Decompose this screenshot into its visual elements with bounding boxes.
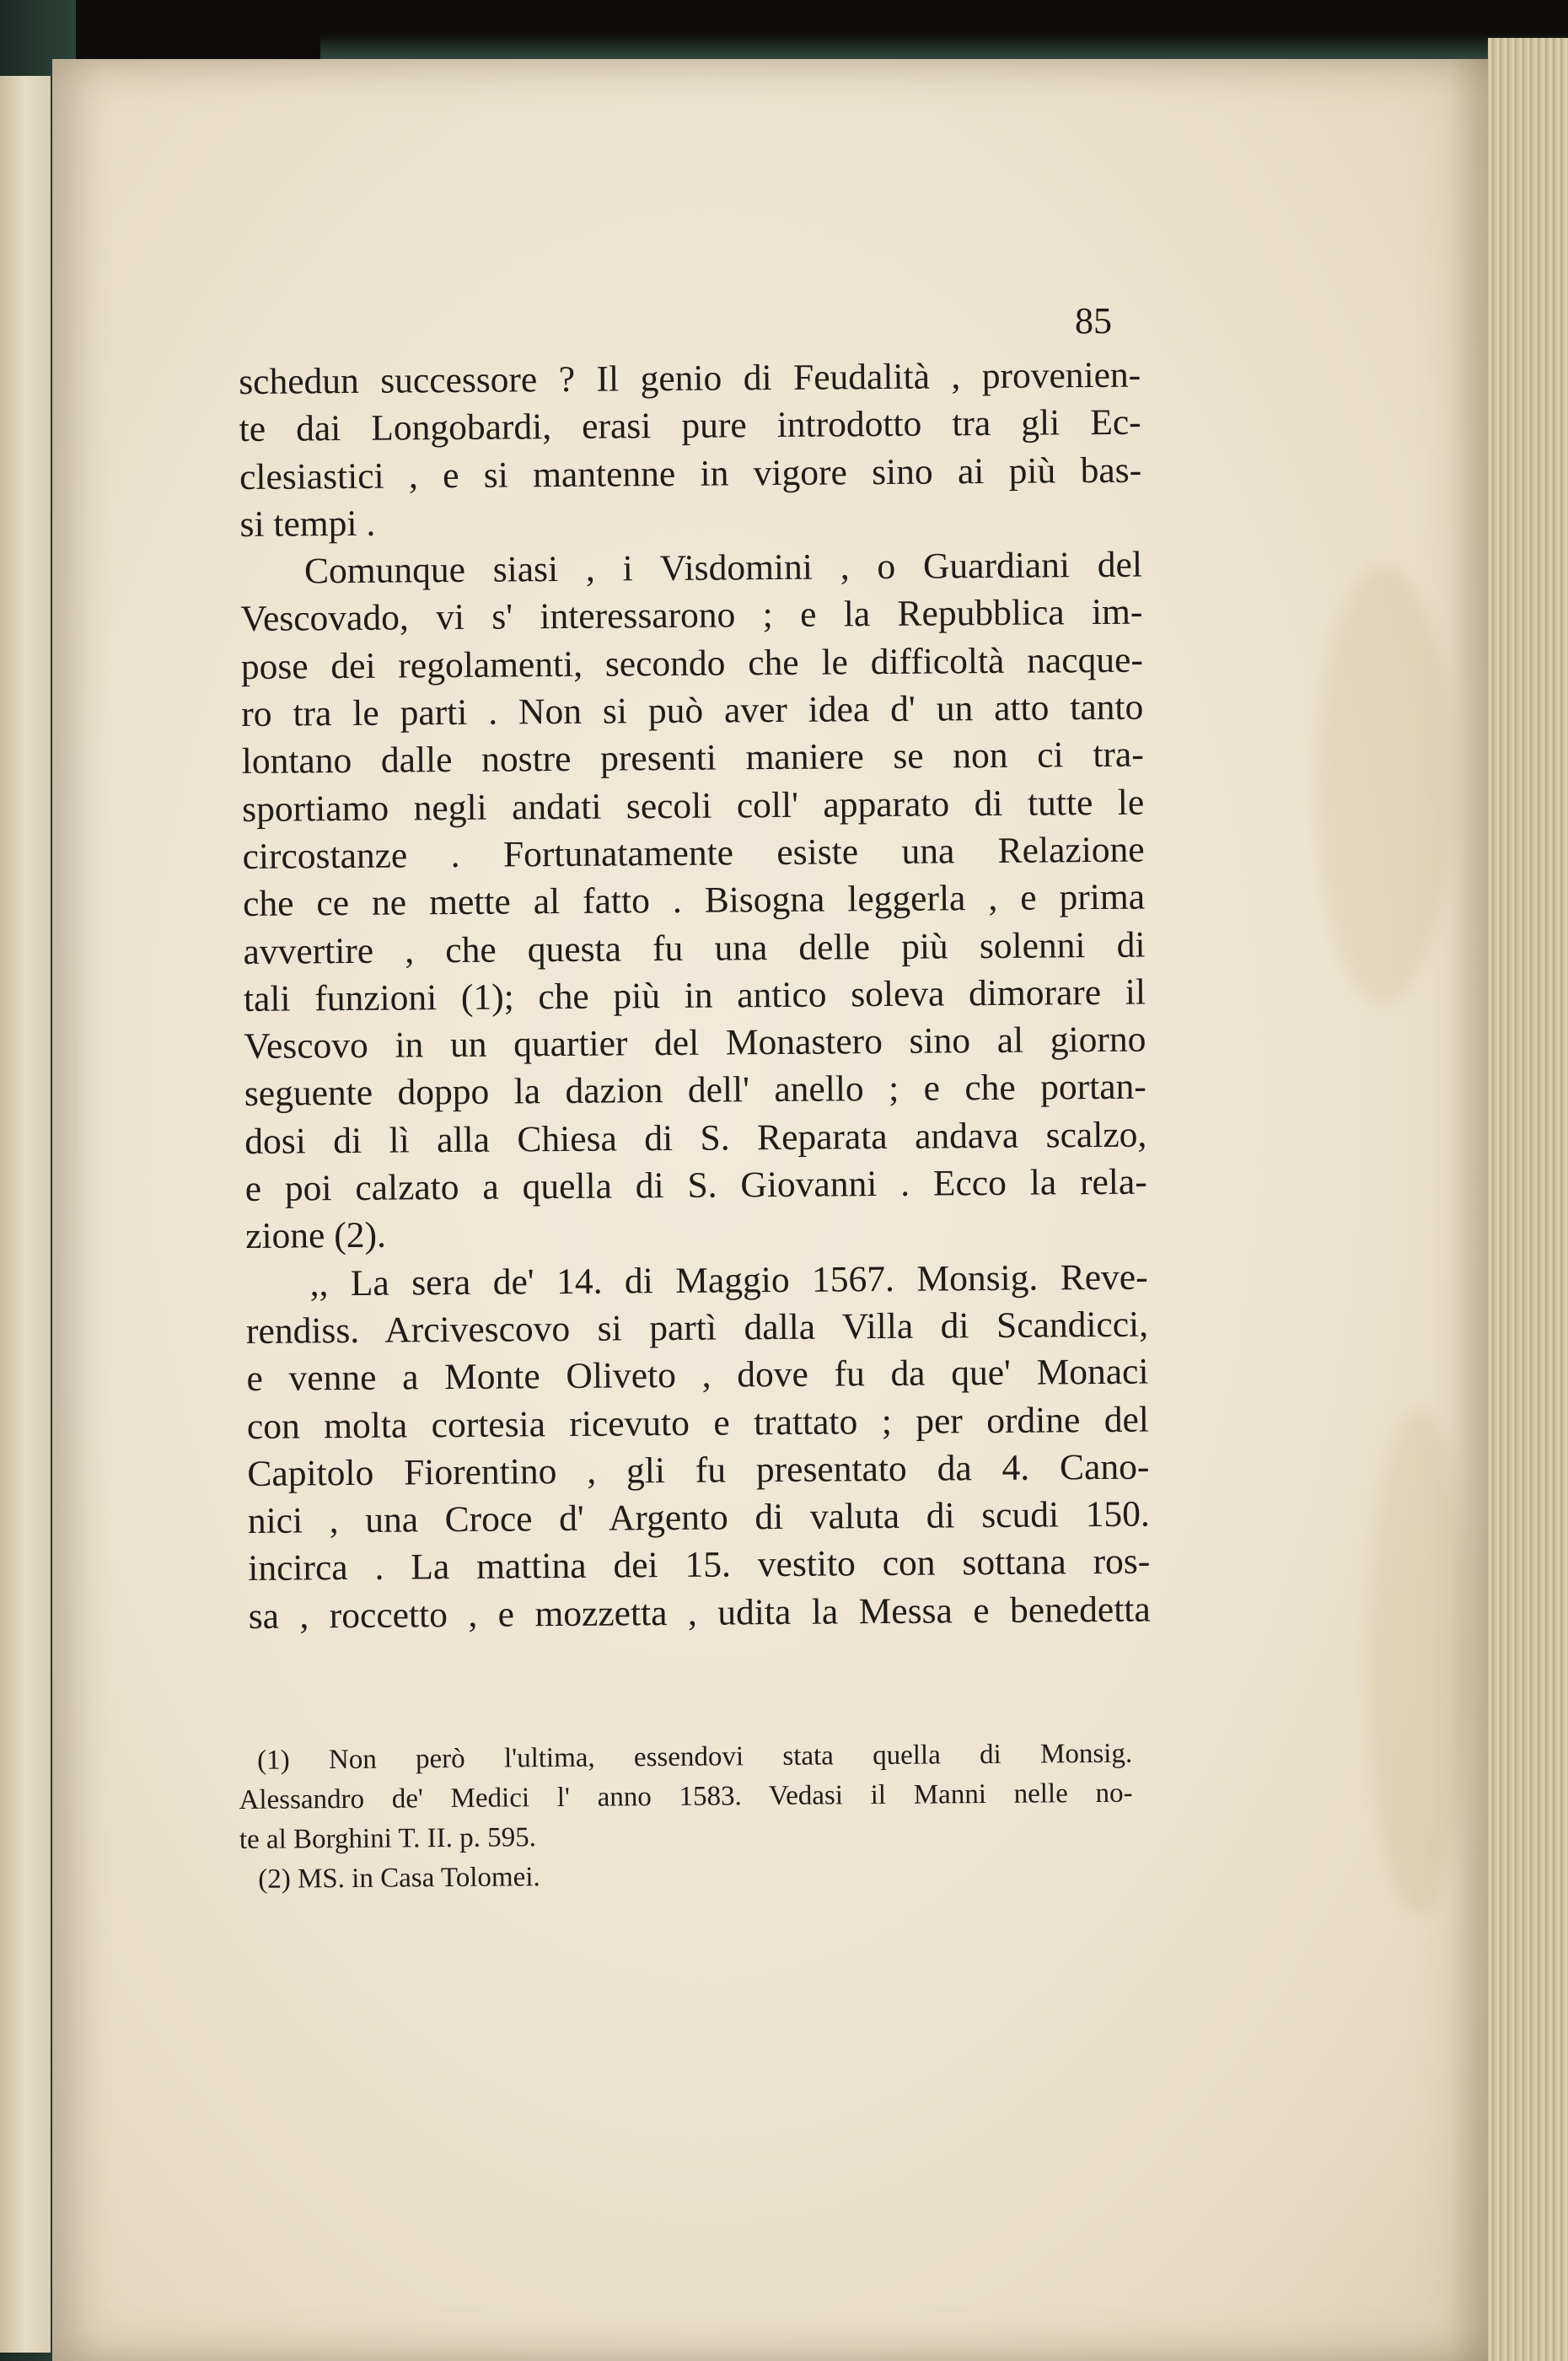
page-stack-edge [1488, 38, 1568, 2361]
text-line: dosi di lì alla Chiesa di S. Reparata andava scalzo, [244, 1114, 1147, 1162]
text-line: rendiss. Arcivescovo si partì dalla Villa di Scandicci, [245, 1304, 1149, 1352]
text-line: zione (2). [244, 1215, 387, 1257]
text-line: e poi calzato a quella di S. Giovanni . Ecco la rela- [244, 1161, 1147, 1210]
facing-page-edge [0, 76, 51, 2353]
footnote-line: (2) MS. in Casa Tolomei. [258, 1862, 540, 1895]
text-line: circostanze . Fortunatamente esiste una Relazione [242, 829, 1145, 877]
page-number: 85 [1075, 300, 1112, 342]
footnote-line: te al Borghini T. II. p. 595. [239, 1822, 537, 1855]
text-line: clesiastici , e si mantenne in vigore sino ai più bas- [239, 449, 1142, 497]
text-line: nici , una Croce d' Argento di valuta di scudi 150. [247, 1493, 1150, 1542]
text-line: sportiamo negli andati secoli coll' apparato di tutte le [242, 782, 1145, 830]
text-line: avvertire , che questa fu una delle più solenni di [243, 924, 1146, 972]
text-line: Vescovado, vi s' interessarono ; e la Repubblica im- [240, 592, 1143, 640]
paper-stain [1317, 565, 1452, 1003]
text-line: ,, La sera de' 14. di Maggio 1567. Monsig. Reve- [309, 1256, 1148, 1304]
text-line: che ce ne mette al fatto . Bisogna leggerla , e prima [242, 876, 1146, 925]
footnote-line: Alessandro de' Medici l' anno 1583. Vedasi il Manni nelle no- [239, 1777, 1133, 1815]
text-line: con molta cortesia ricevuto e trattato ; per ordine del [246, 1399, 1150, 1447]
text-line: sa , roccetto , e mozzetta , udita la Messa e benedetta [248, 1589, 1151, 1637]
text-line: lontano dalle nostre presenti maniere se non ci tra- [241, 734, 1144, 783]
text-line: te dai Longobardi, erasi pure introdotto tra gli Ec- [239, 401, 1141, 450]
text-line: ro tra le parti . Non si può aver idea d' un atto tanto [241, 686, 1144, 735]
text-line: e venne a Monte Oliveto , dove fu da que' Monaci [246, 1351, 1149, 1400]
body-text [239, 352, 1151, 1640]
text-line: Vescovo in un quartier del Monastero sino al giorno [244, 1019, 1146, 1068]
text-line: schedun successore ? Il genio di Feudalità , provenien- [239, 354, 1141, 402]
text-line: seguente doppo la dazion dell' anello ; e che portan- [244, 1067, 1147, 1115]
text-line: si tempi . [239, 503, 376, 545]
footnote-line: (1) Non però l'ultima, essendovi stata quella di Monsig. [257, 1738, 1133, 1776]
text-line: Comunque siasi , i Visdomini , o Guardiani del [303, 544, 1143, 592]
text-line: Capitolo Fiorentino , gli fu presentato da 4. Cano- [247, 1446, 1150, 1494]
footnotes [239, 1734, 1133, 1900]
text-line: pose dei regolamenti, secondo che le difficoltà nacque- [240, 639, 1144, 687]
text-line: incirca . La mattina dei 15. vestito con sottana ros- [248, 1541, 1151, 1589]
text-line: tali funzioni (1); che più in antico soleva dimorare il [243, 971, 1146, 1019]
